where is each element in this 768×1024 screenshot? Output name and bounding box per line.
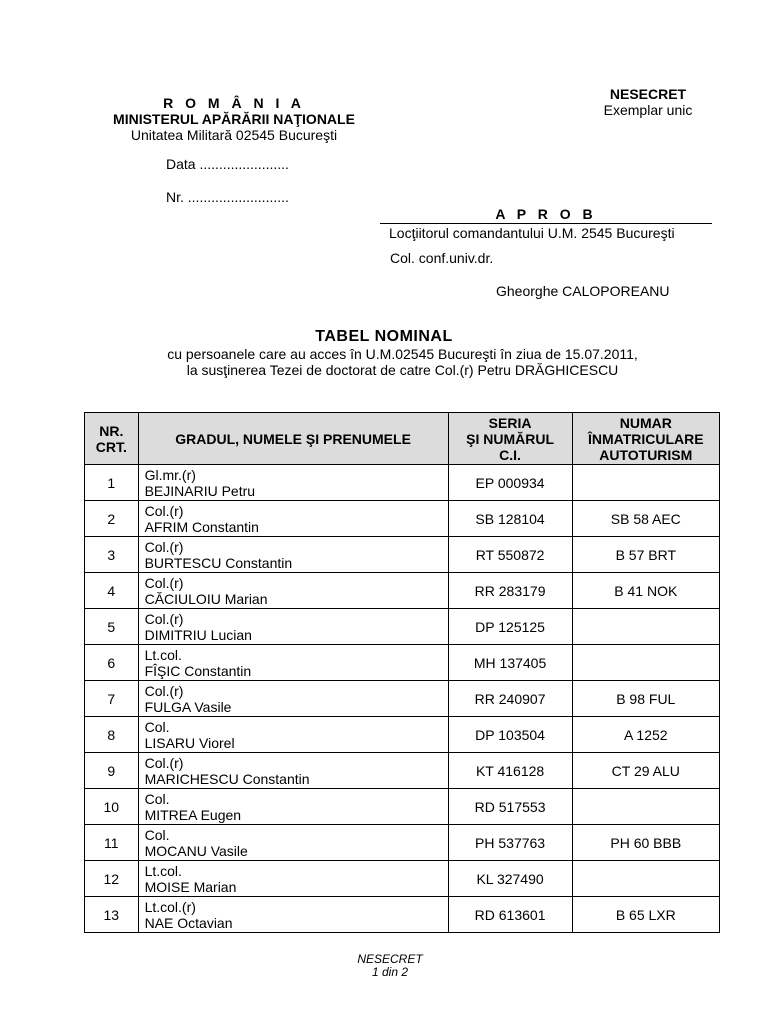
row-car-plate: A 1252	[572, 717, 719, 753]
classification-block	[590, 86, 706, 118]
row-person	[138, 753, 448, 789]
row-name: CĂCIULOIU Marian	[144, 590, 268, 607]
row-rank: Col.(r)	[144, 538, 184, 555]
row-number: 9	[85, 753, 139, 789]
row-number: 13	[85, 897, 139, 933]
row-person	[138, 645, 448, 681]
row-number: 10	[85, 789, 139, 825]
row-rank: Col.(r)	[144, 754, 184, 771]
row-id-card: EP 000934	[448, 465, 572, 501]
footer-classification: NESECRET	[357, 952, 423, 966]
approval-heading: A P R O B	[495, 206, 597, 222]
row-car-plate: SB 58 AEC	[572, 501, 719, 537]
subtitle-line-2: la susţinerea Tezei de doctorat de catre Col.(r) Petru DRĂGHICESCU	[186, 362, 619, 378]
row-person	[138, 537, 448, 573]
row-car-plate: CT 29 ALU	[572, 753, 719, 789]
row-rank: Col.(r)	[144, 574, 184, 591]
table-row	[85, 861, 720, 897]
approval-role: Locţiitorul comandantului U.M. 2545 Bucureşti	[389, 225, 675, 241]
row-id-card: RT 550872	[448, 537, 572, 573]
row-number: 6	[85, 645, 139, 681]
header-car-line3: AUTOTURISM	[599, 446, 693, 463]
table-row	[85, 825, 720, 861]
table-row	[85, 609, 720, 645]
row-car-plate: B 98 FUL	[572, 681, 719, 717]
header-nr-line2: CRT.	[95, 438, 127, 455]
row-car-plate	[572, 861, 719, 897]
row-rank: Lt.col.(r)	[144, 898, 196, 915]
table-header-row	[85, 413, 720, 465]
row-name: DIMITRIU Lucian	[144, 626, 252, 643]
approval-rank: Col. conf.univ.dr.	[390, 250, 494, 266]
row-number: 2	[85, 501, 139, 537]
row-number: 3	[85, 537, 139, 573]
row-name: MOCANU Vasile	[144, 842, 248, 859]
ministry-name: MINISTERUL APĂRĂRII NAŢIONALE	[113, 111, 355, 127]
row-number: 7	[85, 681, 139, 717]
page-number: 1 din 2	[371, 965, 409, 979]
row-number: 4	[85, 573, 139, 609]
country-name: R O M Â N I A	[163, 95, 305, 111]
row-id-card: DP 125125	[448, 609, 572, 645]
row-rank: Col.(r)	[144, 682, 184, 699]
table-row	[85, 717, 720, 753]
number-field: Nr. ..........................	[166, 189, 289, 205]
approval-name: Gheorghe CALOPOREANU	[496, 283, 670, 299]
row-person	[138, 501, 448, 537]
subtitle-line-1: cu persoanele care au acces în U.M.02545 Bucureşti în ziua de 15.07.2011,	[167, 346, 638, 362]
document-subtitle	[0, 346, 768, 378]
row-car-plate	[572, 645, 719, 681]
header-id-line2: ŞI NUMĂRUL	[466, 430, 555, 447]
header-id	[448, 413, 572, 465]
row-person	[138, 609, 448, 645]
row-number: 8	[85, 717, 139, 753]
row-rank: Col.	[144, 718, 170, 735]
row-id-card: RD 613601	[448, 897, 572, 933]
table-row	[85, 501, 720, 537]
document-title: TABEL NOMINAL	[315, 328, 453, 345]
row-rank: Lt.col.	[144, 862, 182, 879]
row-person	[138, 717, 448, 753]
row-name: FÎŞIC Constantin	[144, 662, 252, 679]
table-row	[85, 681, 720, 717]
row-rank: Gl.mr.(r)	[144, 466, 196, 483]
row-rank: Col.(r)	[144, 502, 184, 519]
row-person	[138, 573, 448, 609]
row-name: BURTESCU Constantin	[144, 554, 293, 571]
row-person	[138, 897, 448, 933]
header-id-line1: SERIA	[488, 414, 532, 431]
row-car-plate	[572, 789, 719, 825]
row-id-card: RD 517553	[448, 789, 572, 825]
header-nr-line1: NR.	[99, 422, 124, 439]
issuer-block	[88, 95, 380, 143]
row-car-plate	[572, 465, 719, 501]
row-name: NAE Octavian	[144, 914, 233, 931]
unit-name: Unitatea Militară 02545 Bucureşti	[130, 127, 338, 143]
date-field: Data .......................	[166, 156, 289, 172]
approval-divider	[380, 223, 712, 224]
row-number: 11	[85, 825, 139, 861]
header-car	[572, 413, 719, 465]
row-id-card: MH 137405	[448, 645, 572, 681]
row-name: MOISE Marian	[144, 878, 237, 895]
row-rank: Col.	[144, 790, 170, 807]
copy-label: Exemplar unic	[603, 102, 693, 118]
row-id-card: KT 416128	[448, 753, 572, 789]
table-row	[85, 789, 720, 825]
table-row	[85, 753, 720, 789]
row-name: BEJINARIU Petru	[144, 482, 256, 499]
table-row	[85, 465, 720, 501]
table-row	[85, 573, 720, 609]
row-name: FULGA Vasile	[144, 698, 232, 715]
row-person	[138, 825, 448, 861]
row-rank: Col.	[144, 826, 170, 843]
row-name: MITREA Eugen	[144, 806, 242, 823]
header-car-line2: ÎNMATRICULARE	[587, 430, 704, 447]
row-rank: Col.(r)	[144, 610, 184, 627]
row-number: 1	[85, 465, 139, 501]
row-id-card: SB 128104	[448, 501, 572, 537]
personnel-table	[84, 412, 720, 933]
row-id-card: KL 327490	[448, 861, 572, 897]
row-person	[138, 789, 448, 825]
row-car-plate: B 57 BRT	[572, 537, 719, 573]
row-name: MARICHESCU Constantin	[144, 770, 310, 787]
header-car-line1: NUMAR	[619, 414, 672, 431]
row-number: 12	[85, 861, 139, 897]
row-rank: Lt.col.	[144, 646, 182, 663]
row-person	[138, 861, 448, 897]
header-name: GRADUL, NUMELE ŞI PRENUMELE	[138, 413, 448, 465]
row-car-plate: B 65 LXR	[572, 897, 719, 933]
row-name: LISARU Viorel	[144, 734, 235, 751]
page-footer	[0, 953, 768, 979]
header-nr	[85, 413, 139, 465]
row-person	[138, 681, 448, 717]
row-car-plate	[572, 609, 719, 645]
row-id-card: DP 103504	[448, 717, 572, 753]
row-id-card: RR 240907	[448, 681, 572, 717]
row-person	[138, 465, 448, 501]
classification-label: NESECRET	[609, 86, 687, 102]
table-row	[85, 645, 720, 681]
table-row	[85, 897, 720, 933]
row-car-plate: B 41 NOK	[572, 573, 719, 609]
row-number: 5	[85, 609, 139, 645]
row-id-card: RR 283179	[448, 573, 572, 609]
row-id-card: PH 537763	[448, 825, 572, 861]
header-id-line3: C.I.	[499, 446, 521, 463]
row-name: AFRIM Constantin	[144, 518, 259, 535]
table-row	[85, 537, 720, 573]
row-car-plate: PH 60 BBB	[572, 825, 719, 861]
